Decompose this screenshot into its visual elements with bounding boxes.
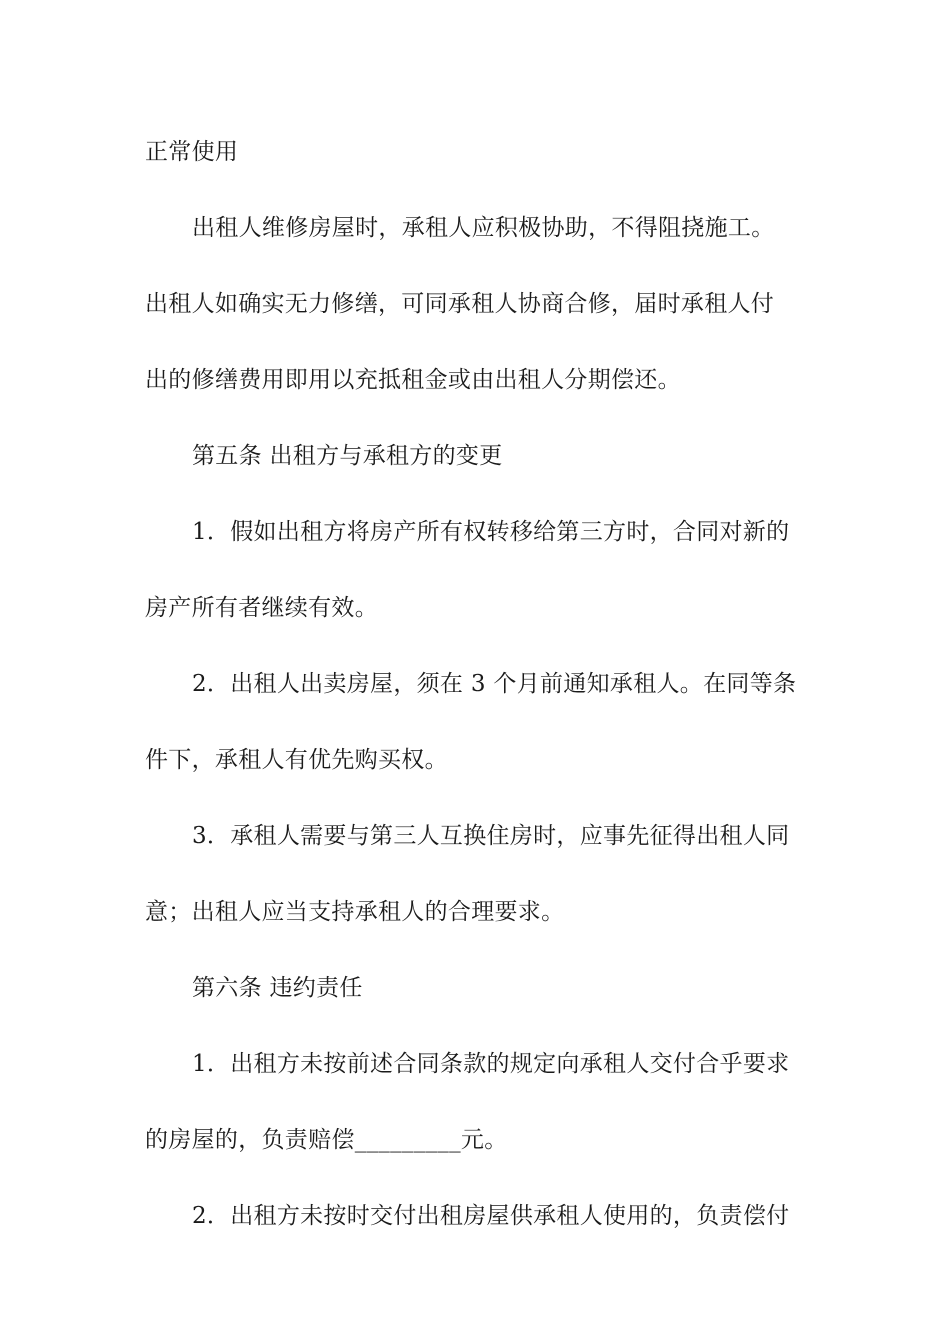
- paragraph-line: 出的修缮费用即用以充抵租金或由出租人分期偿还。: [145, 367, 681, 393]
- section-heading: 第五条 出租方与承租方的变更: [192, 443, 503, 469]
- paragraph-line: 1．出租方未按前述合同条款的规定向承租人交付合乎要求: [192, 1051, 790, 1077]
- paragraph-line: 的房屋的，负责赔偿_________元。: [145, 1127, 508, 1153]
- paragraph-line: 出租人如确实无力修缮，可同承租人协商合修，届时承租人付: [145, 291, 775, 317]
- paragraph-line: 意；出租人应当支持承租人的合理要求。: [145, 899, 565, 925]
- paragraph-line: 房产所有者继续有效。: [145, 595, 378, 621]
- paragraph-line: 3．承租人需要与第三人互换住房时，应事先征得出租人同: [192, 823, 790, 849]
- paragraph-line: 2．出租方未按时交付出租房屋供承租人使用的，负责偿付: [192, 1203, 790, 1229]
- paragraph-line: 件下，承租人有优先购买权。: [145, 747, 448, 773]
- paragraph-line: 1．假如出租方将房产所有权转移给第三方时，合同对新的: [192, 519, 790, 545]
- paragraph-line: 出租人维修房屋时，承租人应积极协助，不得阻挠施工。: [192, 215, 775, 241]
- section-heading: 第六条 违约责任: [192, 975, 363, 1001]
- paragraph-line: 正常使用: [145, 139, 239, 165]
- paragraph-line: 2．出租人出卖房屋，须在 3 个月前通知承租人。在同等条: [192, 671, 797, 697]
